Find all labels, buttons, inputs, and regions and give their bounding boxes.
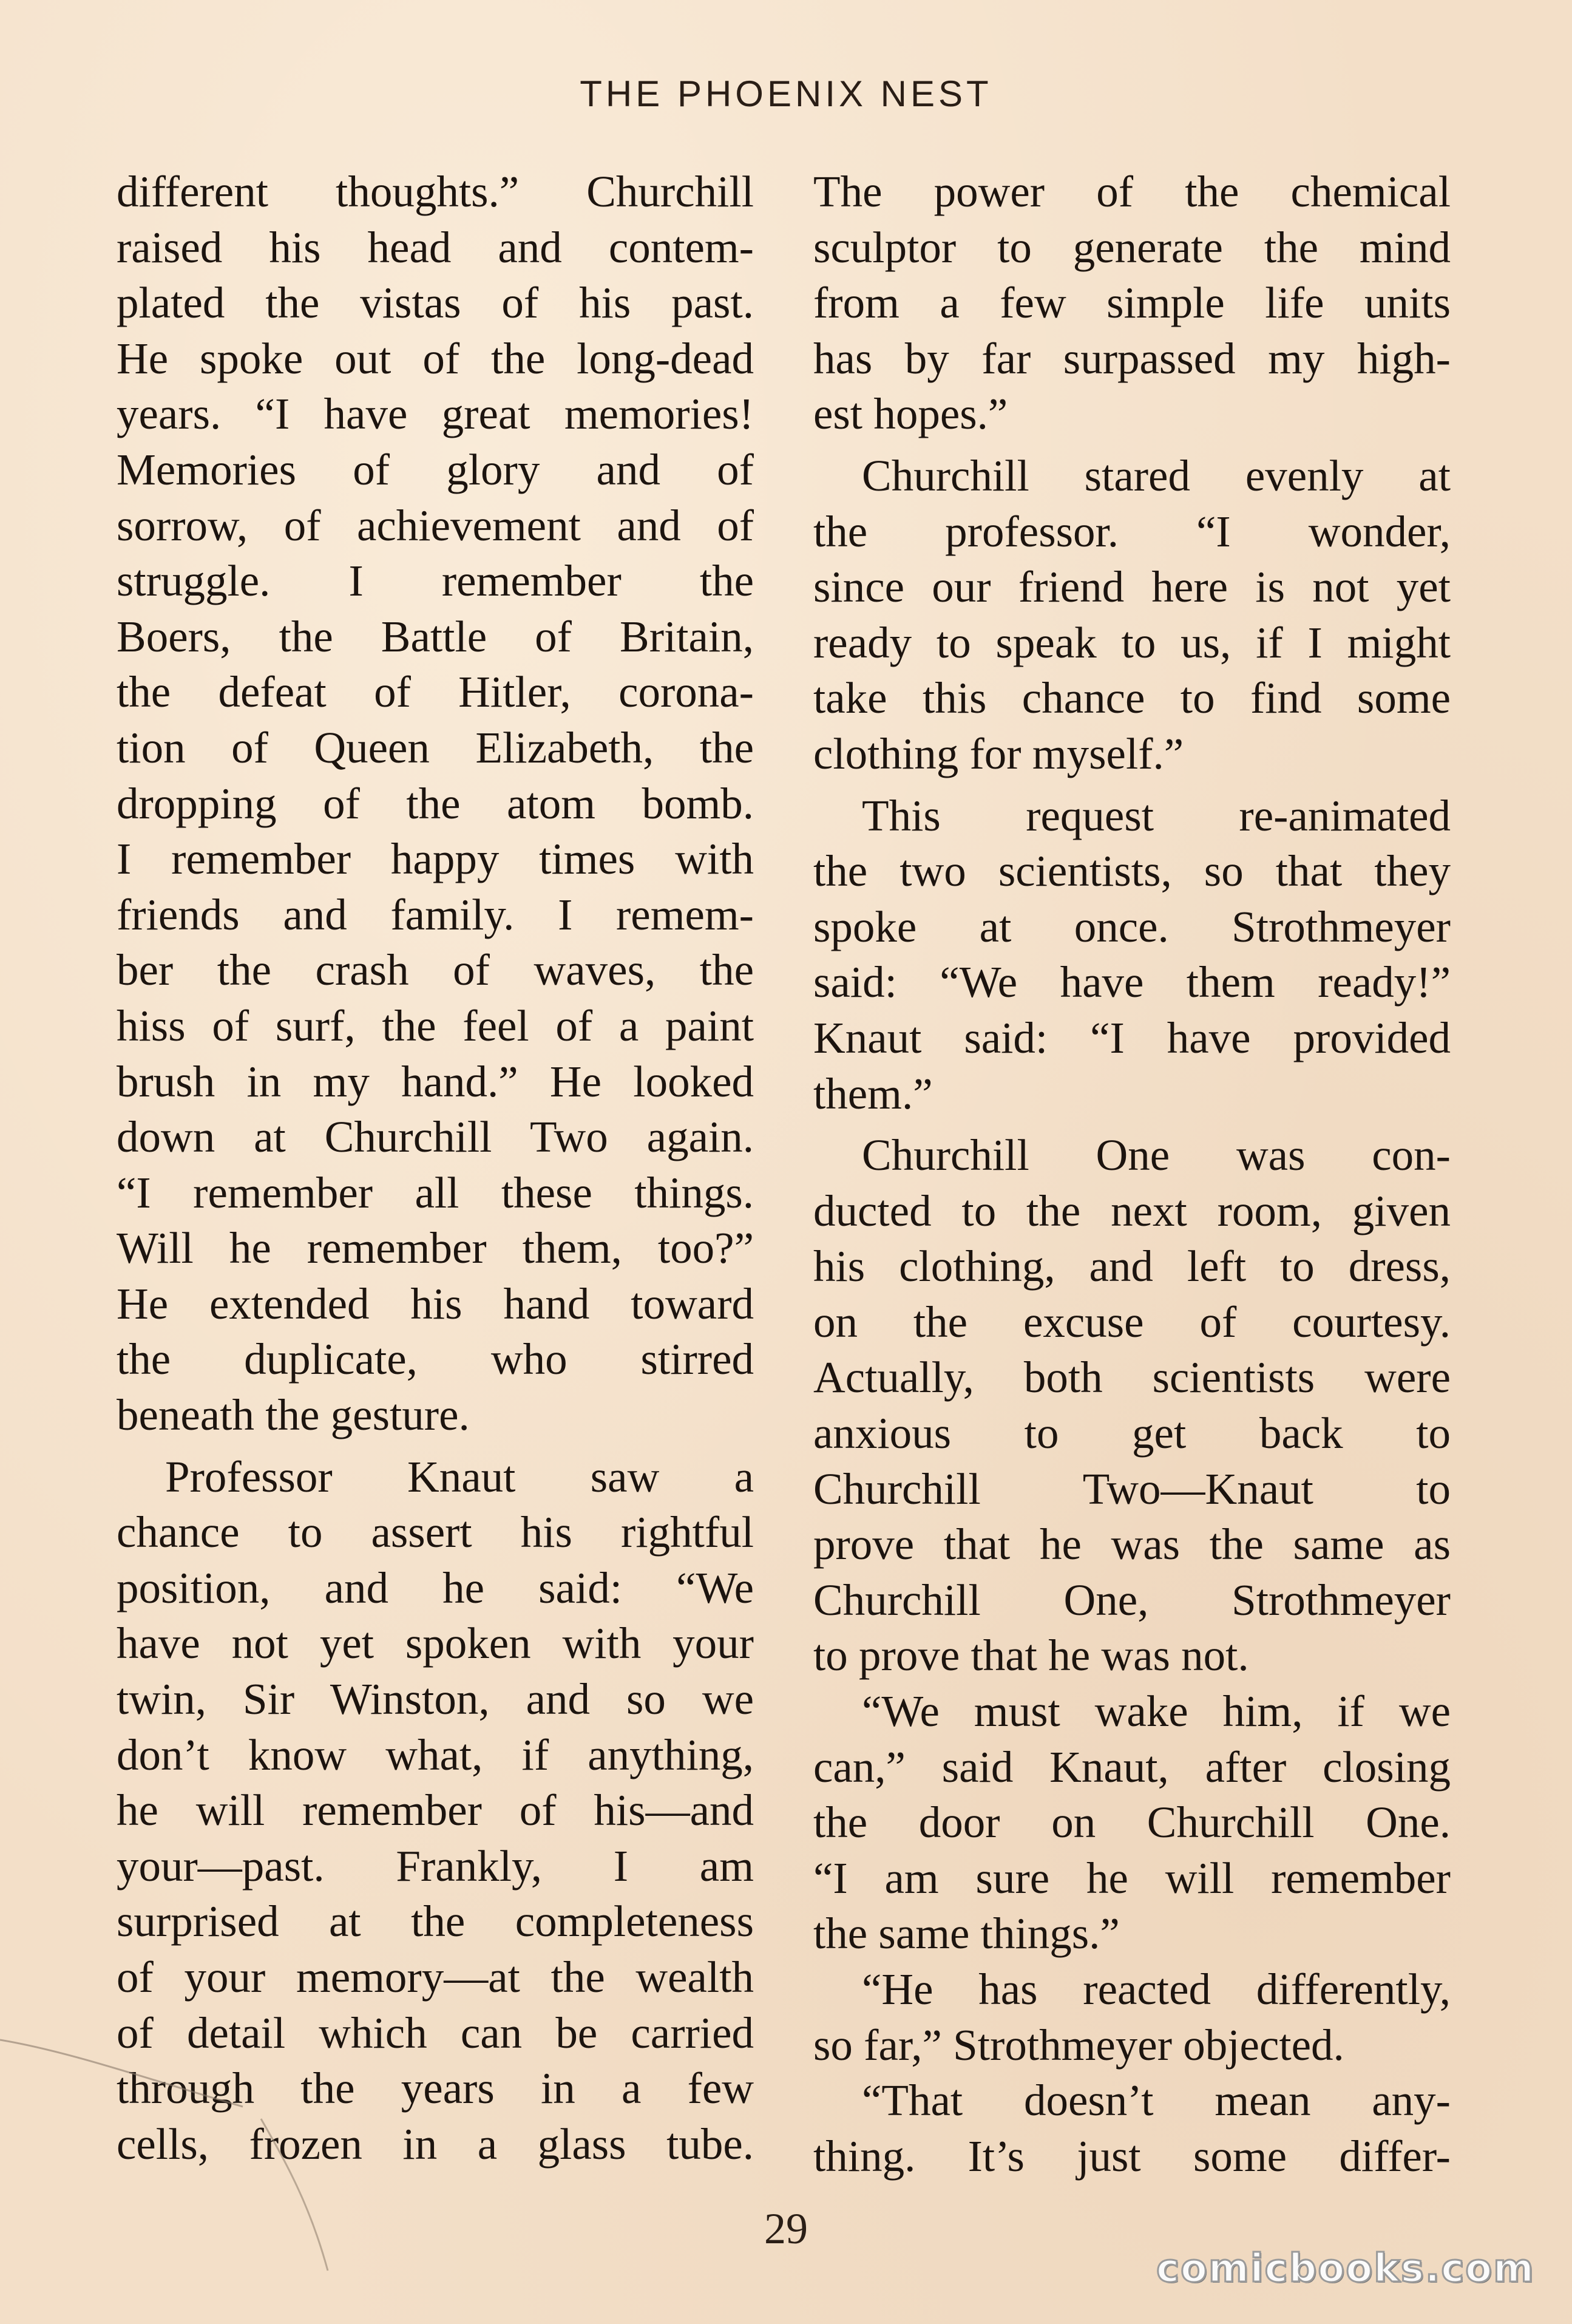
text-line: can,” said Knaut, after closing <box>813 1742 1451 1792</box>
text-line: has by far surpassed my high- <box>813 333 1451 383</box>
text-line: his clothing, and left to dress, <box>813 1242 1451 1291</box>
text-line: brush in my hand.” He looked <box>117 1056 754 1106</box>
text-line: Memories of glory and of <box>117 444 754 494</box>
text-line: clothing for myself.” <box>813 729 1184 778</box>
text-line: Actually, both scientists were <box>813 1353 1451 1402</box>
text-line: since our friend here is not yet <box>813 562 1451 612</box>
text-line: “We must wake him, if we <box>862 1687 1451 1736</box>
text-line: “I remember all these things. <box>117 1167 754 1217</box>
text-line: sorrow, of achievement and of <box>117 500 754 550</box>
text-line: surprised at the completeness <box>117 1897 754 1946</box>
page-number: 29 <box>764 2204 808 2253</box>
text-line: your—past. Frankly, I am <box>117 1841 754 1891</box>
text-line: I remember happy times with <box>117 834 754 884</box>
text-line: from a few simple life units <box>813 278 1451 328</box>
text-line: twin, Sir Winston, and so we <box>117 1674 754 1724</box>
text-line: Knaut said: “I have provided <box>813 1013 1451 1062</box>
text-line: through the years in a few <box>117 2064 754 2113</box>
paragraph-gap <box>117 1443 754 1449</box>
text-line: the duplicate, who stirred <box>117 1334 754 1384</box>
text-line: “That doesn’t mean any- <box>862 2076 1451 2125</box>
text-line: said: “We have them ready!” <box>813 957 1451 1007</box>
paragraph-gap <box>813 442 1451 448</box>
text-line: dropping of the atom bomb. <box>117 778 754 828</box>
text-line: of detail which can be carried <box>117 2008 754 2057</box>
text-line: take this chance to find some <box>813 673 1451 723</box>
text-line: Churchill One, Strothmeyer <box>813 1575 1451 1625</box>
text-line: prove that he was the same as <box>813 1520 1451 1569</box>
text-line: Boers, the Battle of Britain, <box>117 611 754 661</box>
text-line: ready to speak to us, if I might <box>813 617 1451 667</box>
text-line: anxious to get back to <box>813 1408 1451 1458</box>
watermark-logo: comicbooks.com <box>1156 2246 1535 2291</box>
text-line: sculptor to generate the mind <box>813 222 1451 272</box>
text-line: hiss of surf, the feel of a paint <box>117 1001 754 1050</box>
text-line: to prove that he was not. <box>813 1631 1249 1680</box>
text-line: the door on Churchill One. <box>813 1798 1451 1847</box>
text-line: the two scientists, so that they <box>813 846 1451 896</box>
paragraph-gap <box>813 782 1451 788</box>
text-line: position, and he said: “We <box>117 1563 754 1612</box>
text-line: on the excuse of courtesy. <box>813 1297 1451 1347</box>
text-line: years. “I have great memories! <box>117 389 754 439</box>
text-line: Will he remember them, too?” <box>117 1223 754 1273</box>
text-line: Churchill stared evenly at <box>862 450 1451 500</box>
text-line: He spoke out of the long-dead <box>117 333 754 383</box>
text-line: so far,” Strothmeyer objected. <box>813 2020 1344 2070</box>
text-line: struggle. I remember the <box>117 556 754 606</box>
text-line: This request re-animated <box>862 790 1451 840</box>
text-line: ber the crash of waves, the <box>117 945 754 995</box>
text-line: chance to assert his rightful <box>117 1507 754 1557</box>
text-line: “I am sure he will remember <box>813 1853 1451 1903</box>
text-line: The power of the chemical <box>813 167 1451 216</box>
text-line: of your memory—at the wealth <box>117 1952 754 2002</box>
text-line: beneath the gesture. <box>117 1390 470 1440</box>
text-line: Churchill One was con- <box>862 1130 1451 1180</box>
text-line: est hopes.” <box>813 389 1008 439</box>
text-line: raised his head and contem- <box>117 222 754 272</box>
text-line: thing. It’s just some differ- <box>813 2131 1451 2181</box>
text-line: tion of Queen Elizabeth, the <box>117 722 754 772</box>
text-line: the same things.” <box>813 1909 1120 1959</box>
text-line: different thoughts.” Churchill <box>117 167 754 216</box>
left-column <box>117 164 754 2172</box>
running-head: THE PHOENIX NEST <box>580 73 992 114</box>
text-line: don’t know what, if anything, <box>117 1730 754 1779</box>
text-line: the professor. “I wonder, <box>813 506 1451 556</box>
text-line: ducted to the next room, given <box>813 1186 1451 1235</box>
text-line: He extended his hand toward <box>117 1279 754 1328</box>
text-line: Professor Knaut saw a <box>165 1452 754 1501</box>
text-line: down at Churchill Two again. <box>117 1112 754 1162</box>
paragraph-gap <box>813 1121 1451 1127</box>
text-line: friends and family. I remem- <box>117 889 754 939</box>
text-line: cells, frozen in a glass tube. <box>117 2119 754 2169</box>
text-line: he will remember of his—and <box>117 1785 754 1835</box>
text-line: spoke at once. Strothmeyer <box>813 902 1451 951</box>
right-column <box>813 164 1451 2184</box>
text-line: Churchill Two—Knaut to <box>813 1464 1451 1514</box>
text-line: plated the vistas of his past. <box>117 278 754 328</box>
text-line: the defeat of Hitler, corona- <box>117 667 754 717</box>
text-line: have not yet spoken with your <box>117 1619 754 1668</box>
text-line: them.” <box>813 1069 933 1118</box>
text-line: “He has reacted differently, <box>862 1965 1451 2014</box>
